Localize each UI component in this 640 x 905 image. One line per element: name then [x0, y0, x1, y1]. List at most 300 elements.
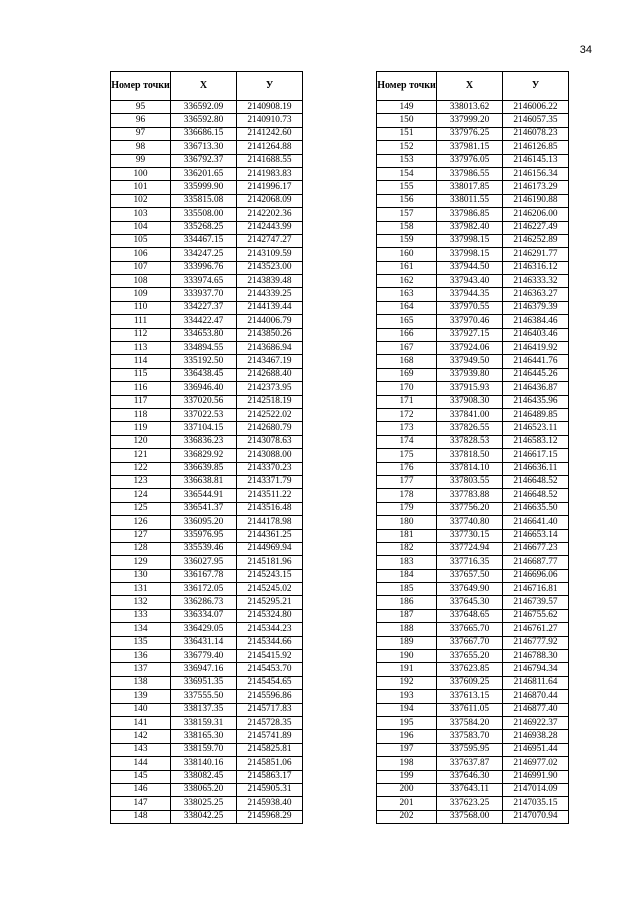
y-coordinate-cell: 2142680.79 — [237, 422, 303, 435]
y-coordinate-cell: 2143523.00 — [237, 261, 303, 274]
point-number-cell: 115 — [111, 368, 171, 381]
point-number-cell: 161 — [377, 261, 437, 274]
y-coordinate-cell: 2146951.44 — [503, 743, 569, 756]
y-coordinate-cell: 2146755.62 — [503, 609, 569, 622]
y-coordinate-cell: 2145243.15 — [237, 569, 303, 582]
y-coordinate-cell: 2146523.11 — [503, 422, 569, 435]
table-row — [377, 328, 569, 341]
table-row — [377, 261, 569, 274]
table-row — [111, 636, 303, 649]
x-coordinate-cell: 337970.55 — [437, 301, 503, 314]
table-row — [377, 636, 569, 649]
table-row — [111, 583, 303, 596]
y-coordinate-cell: 2141688.55 — [237, 154, 303, 167]
x-coordinate-cell: 338025.25 — [171, 797, 237, 810]
x-coordinate-cell: 337976.25 — [437, 127, 503, 140]
point-number-cell: 162 — [377, 275, 437, 288]
x-coordinate-cell: 338159.70 — [171, 743, 237, 756]
x-coordinate-cell: 337970.46 — [437, 315, 503, 328]
y-coordinate-cell: 2146870.44 — [503, 690, 569, 703]
table-row — [111, 315, 303, 328]
point-number-cell: 150 — [377, 114, 437, 127]
table-row — [111, 449, 303, 462]
y-coordinate-cell: 2141264.88 — [237, 141, 303, 154]
table-row — [111, 435, 303, 448]
x-coordinate-cell: 335976.95 — [171, 529, 237, 542]
point-number-cell: 143 — [111, 743, 171, 756]
table-row — [377, 301, 569, 314]
table-row — [111, 663, 303, 676]
point-number-cell: 177 — [377, 475, 437, 488]
x-coordinate-cell: 333937.70 — [171, 288, 237, 301]
x-coordinate-cell: 337924.06 — [437, 342, 503, 355]
x-coordinate-cell: 336541.37 — [171, 502, 237, 515]
table-row — [377, 609, 569, 622]
point-number-cell: 134 — [111, 623, 171, 636]
table-row — [111, 569, 303, 582]
x-coordinate-cell: 337828.53 — [437, 435, 503, 448]
y-coordinate-cell: 2146078.23 — [503, 127, 569, 140]
point-number-cell: 197 — [377, 743, 437, 756]
table-row — [377, 355, 569, 368]
x-coordinate-cell: 333996.76 — [171, 261, 237, 274]
table-row — [377, 315, 569, 328]
x-coordinate-cell: 337943.40 — [437, 275, 503, 288]
x-coordinate-cell: 337555.50 — [171, 690, 237, 703]
y-coordinate-cell: 2146788.30 — [503, 650, 569, 663]
x-coordinate-cell: 334467.15 — [171, 234, 237, 247]
table-row — [377, 422, 569, 435]
y-coordinate-cell: 2144361.25 — [237, 529, 303, 542]
table-row — [377, 810, 569, 823]
table-row — [111, 703, 303, 716]
table-row — [377, 114, 569, 127]
x-coordinate-cell: 336095.20 — [171, 516, 237, 529]
y-coordinate-cell: 2146126.85 — [503, 141, 569, 154]
x-coordinate-cell: 337908.30 — [437, 395, 503, 408]
table-header-row — [111, 72, 303, 101]
x-coordinate-cell: 336829.92 — [171, 449, 237, 462]
x-coordinate-cell: 336201.65 — [171, 167, 237, 180]
coordinates-table-right — [376, 71, 569, 824]
point-number-cell: 111 — [111, 315, 171, 328]
point-number-cell: 95 — [111, 101, 171, 114]
y-coordinate-cell: 2145295.21 — [237, 596, 303, 609]
y-coordinate-cell: 2140908.19 — [237, 101, 303, 114]
table-row — [111, 716, 303, 729]
point-number-cell: 195 — [377, 716, 437, 729]
point-number-cell: 116 — [111, 382, 171, 395]
x-coordinate-cell: 337611.05 — [437, 703, 503, 716]
y-coordinate-cell: 2144139.44 — [237, 301, 303, 314]
x-coordinate-cell: 336947.16 — [171, 663, 237, 676]
x-coordinate-cell: 334894.55 — [171, 342, 237, 355]
y-coordinate-cell: 2147035.15 — [503, 797, 569, 810]
y-coordinate-cell: 2146641.40 — [503, 516, 569, 529]
y-coordinate-cell: 2141242.60 — [237, 127, 303, 140]
y-coordinate-cell: 2145453.70 — [237, 663, 303, 676]
table-row — [377, 248, 569, 261]
x-coordinate-cell: 336592.80 — [171, 114, 237, 127]
x-coordinate-cell: 338042.25 — [171, 810, 237, 823]
point-number-cell: 153 — [377, 154, 437, 167]
point-number-cell: 99 — [111, 154, 171, 167]
x-coordinate-cell: 337730.15 — [437, 529, 503, 542]
point-number-cell: 129 — [111, 556, 171, 569]
table-row — [377, 690, 569, 703]
y-coordinate-cell: 2147014.09 — [503, 783, 569, 796]
table-row — [111, 114, 303, 127]
y-coordinate-cell: 2142443.99 — [237, 221, 303, 234]
y-coordinate-cell: 2143516.48 — [237, 502, 303, 515]
x-coordinate-cell: 336836.23 — [171, 435, 237, 448]
x-coordinate-cell: 337646.30 — [437, 770, 503, 783]
point-number-cell: 154 — [377, 167, 437, 180]
table-row — [111, 275, 303, 288]
table-row — [111, 596, 303, 609]
x-coordinate-cell: 338137.35 — [171, 703, 237, 716]
point-number-cell: 181 — [377, 529, 437, 542]
point-number-cell: 114 — [111, 355, 171, 368]
table-row — [377, 797, 569, 810]
x-coordinate-cell: 337999.20 — [437, 114, 503, 127]
y-coordinate-cell: 2147070.94 — [503, 810, 569, 823]
table-row — [111, 422, 303, 435]
x-coordinate-cell: 337939.80 — [437, 368, 503, 381]
x-coordinate-cell: 337814.10 — [437, 462, 503, 475]
y-coordinate-cell: 2146617.15 — [503, 449, 569, 462]
y-coordinate-cell: 2146794.34 — [503, 663, 569, 676]
point-number-cell: 185 — [377, 583, 437, 596]
y-coordinate-cell: 2143078.63 — [237, 435, 303, 448]
y-coordinate-cell: 2142373.95 — [237, 382, 303, 395]
x-coordinate-cell: 336431.14 — [171, 636, 237, 649]
y-coordinate-cell: 2143371.79 — [237, 475, 303, 488]
x-coordinate-cell: 336779.40 — [171, 650, 237, 663]
x-coordinate-cell: 338065.20 — [171, 783, 237, 796]
point-number-cell: 131 — [111, 583, 171, 596]
point-number-cell: 138 — [111, 676, 171, 689]
y-coordinate-cell: 2145181.96 — [237, 556, 303, 569]
table-row — [111, 556, 303, 569]
y-coordinate-cell: 2146445.26 — [503, 368, 569, 381]
x-coordinate-cell: 338013.62 — [437, 101, 503, 114]
y-coordinate-cell: 2146441.76 — [503, 355, 569, 368]
table-row — [111, 529, 303, 542]
y-coordinate-cell: 2146777.92 — [503, 636, 569, 649]
y-coordinate-cell: 2145324.80 — [237, 609, 303, 622]
table-row — [377, 154, 569, 167]
point-number-cell: 119 — [111, 422, 171, 435]
y-coordinate-cell: 2146291.77 — [503, 248, 569, 261]
x-coordinate-cell: 336167.78 — [171, 569, 237, 582]
point-number-cell: 136 — [111, 650, 171, 663]
y-coordinate-cell: 2142522.02 — [237, 408, 303, 421]
table-row — [377, 275, 569, 288]
x-coordinate-cell: 337583.70 — [437, 730, 503, 743]
x-coordinate-cell: 337976.05 — [437, 154, 503, 167]
point-number-cell: 104 — [111, 221, 171, 234]
table-row — [111, 154, 303, 167]
x-coordinate-cell: 334653.80 — [171, 328, 237, 341]
point-number-cell: 188 — [377, 623, 437, 636]
table-row — [111, 408, 303, 421]
table-row — [377, 141, 569, 154]
table-body — [111, 101, 303, 824]
x-coordinate-cell: 336438.45 — [171, 368, 237, 381]
x-coordinate-header: Х — [437, 72, 503, 101]
table-row — [377, 703, 569, 716]
table-row — [111, 489, 303, 502]
y-coordinate-cell: 2146419.92 — [503, 342, 569, 355]
table-row — [111, 783, 303, 796]
x-coordinate-cell: 337944.35 — [437, 288, 503, 301]
x-coordinate-cell: 337623.85 — [437, 663, 503, 676]
x-coordinate-cell: 335815.08 — [171, 194, 237, 207]
point-number-cell: 202 — [377, 810, 437, 823]
y-coordinate-cell: 2146687.77 — [503, 556, 569, 569]
y-coordinate-cell: 2146173.29 — [503, 181, 569, 194]
y-coordinate-cell: 2145825.81 — [237, 743, 303, 756]
x-coordinate-cell: 337927.15 — [437, 328, 503, 341]
point-number-cell: 122 — [111, 462, 171, 475]
y-coordinate-cell: 2143686.94 — [237, 342, 303, 355]
x-coordinate-cell: 337740.80 — [437, 516, 503, 529]
y-coordinate-cell: 2143467.19 — [237, 355, 303, 368]
table-row — [111, 676, 303, 689]
table-row — [111, 475, 303, 488]
y-coordinate-cell: 2144339.25 — [237, 288, 303, 301]
y-coordinate-cell: 2146190.88 — [503, 194, 569, 207]
y-coordinate-cell: 2143109.59 — [237, 248, 303, 261]
y-coordinate-cell: 2146316.12 — [503, 261, 569, 274]
y-coordinate-cell: 2145728.35 — [237, 716, 303, 729]
table-body — [377, 101, 569, 824]
table-row — [377, 395, 569, 408]
table-row — [377, 783, 569, 796]
y-coordinate-cell: 2145968.29 — [237, 810, 303, 823]
table-row — [377, 181, 569, 194]
y-coordinate-cell: 2145863.17 — [237, 770, 303, 783]
table-row — [111, 770, 303, 783]
page-number: 34 — [579, 44, 592, 56]
point-number-cell: 193 — [377, 690, 437, 703]
table-row — [377, 382, 569, 395]
table-row — [377, 663, 569, 676]
point-number-cell: 149 — [377, 101, 437, 114]
point-number-cell: 118 — [111, 408, 171, 421]
table-row — [377, 449, 569, 462]
point-number-cell: 179 — [377, 502, 437, 515]
table-row — [377, 435, 569, 448]
point-number-cell: 108 — [111, 275, 171, 288]
point-number-cell: 145 — [111, 770, 171, 783]
x-coordinate-cell: 335539.46 — [171, 542, 237, 555]
y-coordinate-cell: 2144178.98 — [237, 516, 303, 529]
y-coordinate-cell: 2146991.90 — [503, 770, 569, 783]
y-coordinate-cell: 2143850.26 — [237, 328, 303, 341]
y-coordinate-cell: 2145851.06 — [237, 757, 303, 770]
point-number-header: Номер точки — [377, 72, 437, 101]
point-number-cell: 142 — [111, 730, 171, 743]
point-number-cell: 166 — [377, 328, 437, 341]
y-coordinate-cell: 2145905.31 — [237, 783, 303, 796]
y-coordinate-cell: 2146922.37 — [503, 716, 569, 729]
point-number-cell: 98 — [111, 141, 171, 154]
point-number-cell: 198 — [377, 757, 437, 770]
point-number-cell: 168 — [377, 355, 437, 368]
y-coordinate-cell: 2146696.06 — [503, 569, 569, 582]
y-coordinate-cell: 2146648.52 — [503, 489, 569, 502]
y-coordinate-cell: 2146977.02 — [503, 757, 569, 770]
y-coordinate-cell: 2146635.50 — [503, 502, 569, 515]
table-row — [111, 690, 303, 703]
table-row — [111, 301, 303, 314]
x-coordinate-cell: 337609.25 — [437, 676, 503, 689]
table-row — [377, 716, 569, 729]
y-coordinate-cell: 2146938.28 — [503, 730, 569, 743]
point-number-cell: 163 — [377, 288, 437, 301]
point-number-cell: 130 — [111, 569, 171, 582]
point-number-cell: 155 — [377, 181, 437, 194]
table-row — [377, 770, 569, 783]
x-coordinate-cell: 334227.37 — [171, 301, 237, 314]
y-coordinate-cell: 2146716.81 — [503, 583, 569, 596]
point-number-cell: 187 — [377, 609, 437, 622]
table-row — [111, 248, 303, 261]
x-coordinate-cell: 336027.95 — [171, 556, 237, 569]
x-coordinate-cell: 337613.15 — [437, 690, 503, 703]
table-row — [111, 650, 303, 663]
y-coordinate-cell: 2143088.00 — [237, 449, 303, 462]
y-coordinate-cell: 2142068.09 — [237, 194, 303, 207]
x-coordinate-cell: 336638.81 — [171, 475, 237, 488]
point-number-cell: 96 — [111, 114, 171, 127]
y-coordinate-cell: 2146379.39 — [503, 301, 569, 314]
y-coordinate-cell: 2146006.22 — [503, 101, 569, 114]
table-row — [377, 408, 569, 421]
y-coordinate-cell: 2146436.87 — [503, 382, 569, 395]
table-row — [111, 101, 303, 114]
y-coordinate-cell: 2143839.48 — [237, 275, 303, 288]
x-coordinate-cell: 337667.70 — [437, 636, 503, 649]
y-coordinate-cell: 2145717.83 — [237, 703, 303, 716]
y-coordinate-cell: 2142202.36 — [237, 208, 303, 221]
x-coordinate-cell: 336639.85 — [171, 462, 237, 475]
table-row — [111, 542, 303, 555]
x-coordinate-cell: 337944.50 — [437, 261, 503, 274]
y-coordinate-cell: 2146489.85 — [503, 408, 569, 421]
point-number-cell: 133 — [111, 609, 171, 622]
table-row — [377, 743, 569, 756]
table-row — [377, 221, 569, 234]
table-row — [111, 609, 303, 622]
x-coordinate-cell: 336544.91 — [171, 489, 237, 502]
point-number-cell: 128 — [111, 542, 171, 555]
x-coordinate-cell: 333974.65 — [171, 275, 237, 288]
point-number-cell: 178 — [377, 489, 437, 502]
x-coordinate-cell: 336592.09 — [171, 101, 237, 114]
point-number-cell: 170 — [377, 382, 437, 395]
point-number-cell: 158 — [377, 221, 437, 234]
point-number-cell: 124 — [111, 489, 171, 502]
y-coordinate-cell: 2142747.27 — [237, 234, 303, 247]
x-coordinate-cell: 337986.55 — [437, 167, 503, 180]
y-coordinate-cell: 2146252.89 — [503, 234, 569, 247]
point-number-cell: 164 — [377, 301, 437, 314]
table-row — [377, 462, 569, 475]
y-coordinate-cell: 2142688.40 — [237, 368, 303, 381]
x-coordinate-cell: 336686.15 — [171, 127, 237, 140]
y-coordinate-cell: 2145938.40 — [237, 797, 303, 810]
x-coordinate-cell: 337716.35 — [437, 556, 503, 569]
y-coordinate-cell: 2140910.73 — [237, 114, 303, 127]
point-number-cell: 110 — [111, 301, 171, 314]
point-number-cell: 121 — [111, 449, 171, 462]
point-number-cell: 151 — [377, 127, 437, 140]
x-coordinate-cell: 337949.50 — [437, 355, 503, 368]
x-coordinate-cell: 337595.95 — [437, 743, 503, 756]
table-row — [111, 810, 303, 823]
point-number-cell: 192 — [377, 676, 437, 689]
point-number-cell: 109 — [111, 288, 171, 301]
y-coordinate-header: У — [237, 72, 303, 101]
y-coordinate-cell: 2146156.34 — [503, 167, 569, 180]
point-number-cell: 97 — [111, 127, 171, 140]
table-row — [111, 181, 303, 194]
point-number-cell: 105 — [111, 234, 171, 247]
x-coordinate-cell: 337818.50 — [437, 449, 503, 462]
table-row — [377, 127, 569, 140]
x-coordinate-cell: 334247.25 — [171, 248, 237, 261]
x-coordinate-cell: 336713.30 — [171, 141, 237, 154]
y-coordinate-cell: 2146583.12 — [503, 435, 569, 448]
y-coordinate-cell: 2146877.40 — [503, 703, 569, 716]
table-row — [377, 542, 569, 555]
x-coordinate-cell: 337841.00 — [437, 408, 503, 421]
y-coordinate-cell: 2146811.64 — [503, 676, 569, 689]
x-coordinate-cell: 337724.94 — [437, 542, 503, 555]
y-coordinate-cell: 2146206.00 — [503, 208, 569, 221]
y-coordinate-cell: 2145454.65 — [237, 676, 303, 689]
table-row — [111, 342, 303, 355]
point-number-cell: 159 — [377, 234, 437, 247]
point-number-cell: 196 — [377, 730, 437, 743]
y-coordinate-cell: 2144969.94 — [237, 542, 303, 555]
table-row — [377, 368, 569, 381]
x-coordinate-cell: 336286.73 — [171, 596, 237, 609]
table-row — [111, 127, 303, 140]
table-row — [377, 101, 569, 114]
table-row — [111, 368, 303, 381]
table-row — [111, 261, 303, 274]
y-coordinate-cell: 2145415.92 — [237, 650, 303, 663]
x-coordinate-cell: 337915.93 — [437, 382, 503, 395]
point-number-cell: 147 — [111, 797, 171, 810]
x-coordinate-cell: 337643.11 — [437, 783, 503, 796]
x-coordinate-cell: 336172.05 — [171, 583, 237, 596]
point-number-cell: 117 — [111, 395, 171, 408]
point-number-cell: 148 — [111, 810, 171, 823]
point-number-cell: 169 — [377, 368, 437, 381]
y-coordinate-cell: 2146653.14 — [503, 529, 569, 542]
x-coordinate-cell: 337648.65 — [437, 609, 503, 622]
point-number-cell: 152 — [377, 141, 437, 154]
table-row — [111, 502, 303, 515]
table-row — [111, 234, 303, 247]
x-coordinate-cell: 335192.50 — [171, 355, 237, 368]
x-coordinate-cell: 336946.40 — [171, 382, 237, 395]
